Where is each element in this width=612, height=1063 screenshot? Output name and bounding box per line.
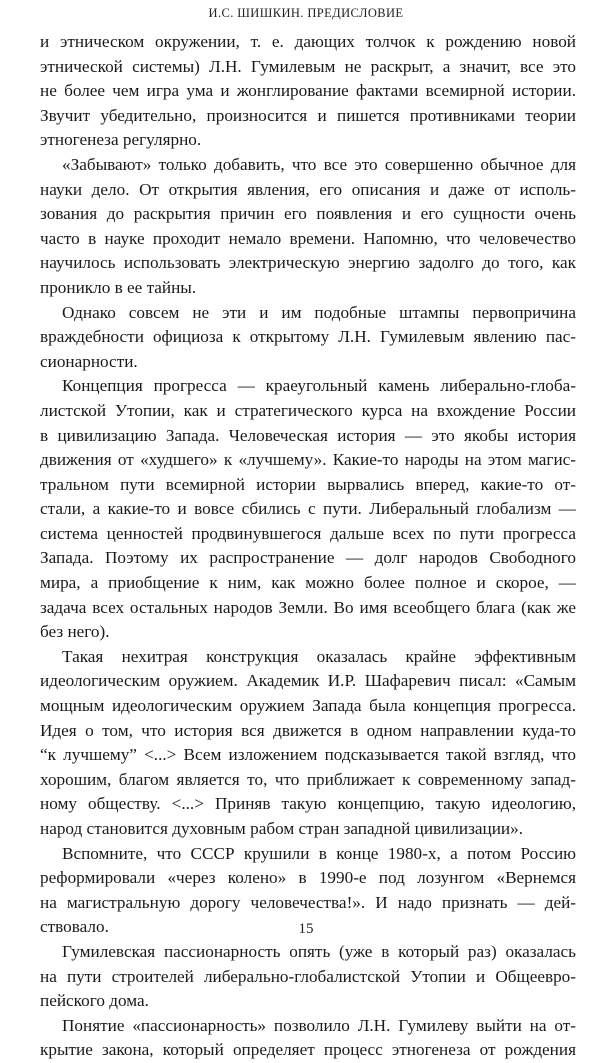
text-line: на пути строителей либерально-глобалистской Утопии и Общеевро- <box>40 966 576 986</box>
text-line: зования до раскрытия причин его появления и его сущности очень <box>40 204 576 224</box>
page-number: 15 <box>298 921 314 937</box>
text-line: Идея о том, что история вся движется в одном направлении куда-то <box>40 720 576 740</box>
text-line: и этническом окружении, т. е. дающих толчок к рождению новой <box>40 32 576 51</box>
text-line: Однако совсем не эти и им подобные штампы первопричина <box>62 302 576 322</box>
text-line: враждебности официоза к открытому Л.Н. Гумилевым явлению пас- <box>40 327 576 347</box>
paragraph <box>40 374 576 645</box>
text-line: на магистральную дорогу человечества!». И надо признать — дей- <box>40 892 576 912</box>
text-line: движения от «худшего» к «лучшему». Какие-то народы на этом магис- <box>40 450 576 470</box>
text-line: крытие закона, который определяет процесс этногенеза от рождения <box>40 1040 576 1060</box>
paragraph <box>40 301 576 375</box>
text-line: задача всех остальных народов Земли. Во имя всеобщего блага (как же <box>40 597 576 617</box>
text-line: ному обществу. <...> Приняв такую концепцию, такую идеологию, <box>40 794 576 814</box>
text-line: этнической системы) Л.Н. Гумилевым не раскрыт, а значит, все это <box>40 56 576 76</box>
text-line: науки дело. От открытия явления, его описания и даже от исполь- <box>40 179 576 199</box>
text-line: реформировали «через колено» в 1990-е под лозунгом «Вернемся <box>40 868 576 888</box>
text-line: без него). <box>40 622 110 642</box>
text-line: не более чем игра ума и жонглирование фактами всемирной истории. <box>40 81 576 101</box>
text-line: Понятие «пассионарность» позволило Л.Н. Гумилеву выйти на от- <box>62 1015 576 1035</box>
text-line: Запада. Поэтому их распространение — долг народов Свободного <box>40 548 576 568</box>
text-line: научилось использовать электрическую энергию задолго до того, как <box>40 253 576 273</box>
paragraph <box>40 153 576 301</box>
text-line: “к лучшему” <...> Всем изложением подсказывается такой взгляд, что <box>40 745 576 765</box>
text-line: этногенеза регулярно. <box>40 130 202 150</box>
paragraph <box>40 1014 576 1063</box>
text-line: идеологическим оружием. Академик И.Р. Шафаревич писал: «Самым <box>40 671 576 691</box>
text-line: хорошим, благом является то, что приближает к современному запад- <box>40 769 576 789</box>
text-line: система ценностей продвинувшегося дальше всех по пути прогресса <box>40 523 576 543</box>
text-line: народ становится духовным рабом стран западной цивилизации». <box>40 819 524 838</box>
text-line: Такая нехитрая конструкция оказалась крайне эффективным <box>62 646 576 666</box>
text-line: ствовало. <box>40 917 109 937</box>
text-line: Концепция прогресса — краеугольный камень либерально-глоба- <box>62 376 576 396</box>
text-line: «Забывают» только добавить, что все это совершенно обычное для <box>62 154 576 174</box>
paragraph <box>40 940 576 1014</box>
text-line: Звучит убедительно, произносится и пишется противниками теории <box>40 105 576 125</box>
text-line: мира, а приобщение к ним, как можно более полное и скорое, — <box>40 573 576 593</box>
paragraph <box>40 645 576 842</box>
text-line: сионарности. <box>40 351 138 371</box>
body-text <box>40 30 576 1063</box>
text-line: в цивилизацию Запада. Человеческая история — это якобы история <box>40 425 576 445</box>
running-head: И.С. ШИШКИН. ПРЕДИСЛОВИЕ <box>208 6 404 20</box>
text-line: Вспомните, что СССР крушили в конце 1980-х, а потом Россию <box>62 843 576 863</box>
text-line: тральном пути всемирной истории вырвались вперед, какие-то от- <box>40 474 576 494</box>
text-line: Гумилевская пассионарность опять (уже в который раз) оказалась <box>62 941 576 961</box>
paragraph <box>40 30 576 153</box>
text-line: стали, а какие-то и вовсе сбились с пути. Либеральный глобализм — <box>40 499 576 519</box>
text-line: листской Утопии, как и стратегического курса на вхождение России <box>40 400 576 420</box>
text-line: мощным идеологическим оружием Запада была концепция прогресса. <box>40 696 576 716</box>
text-line: проникло в ее тайны. <box>40 277 197 297</box>
text-line: часто в науке проходит немало времени. Напомню, что человечество <box>40 228 576 248</box>
text-line: пейского дома. <box>40 991 149 1011</box>
